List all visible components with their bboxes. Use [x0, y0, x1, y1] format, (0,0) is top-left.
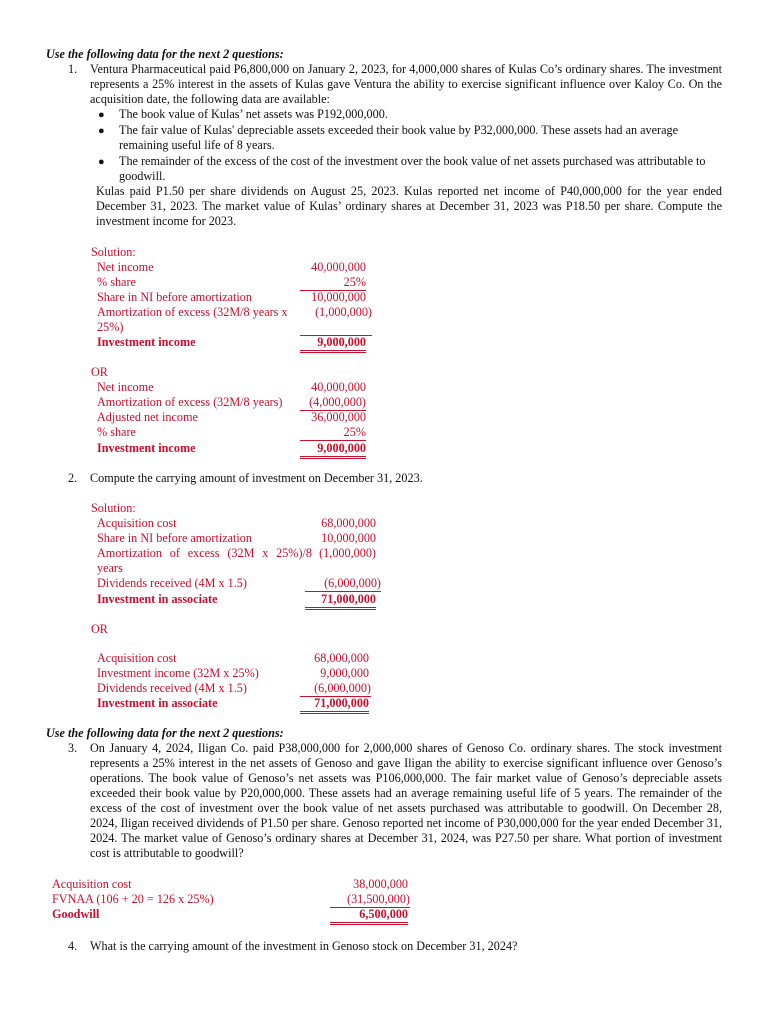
- solution-line-value: 68,000,000: [321, 516, 376, 530]
- solution-total-label: Goodwill: [52, 907, 100, 921]
- solution-line-label: Share in NI before amortization: [97, 290, 252, 304]
- solution-total-value: 71,000,000: [300, 696, 369, 714]
- solution-total-value: 6,500,000: [330, 907, 408, 925]
- bullet-text: The remainder of the excess of the cost of the investment over the book value of net assets purchased was attributable to goodwill.: [119, 154, 706, 183]
- solution-line-label: Share in NI before amortization: [97, 531, 252, 545]
- question-1-closing: Kulas paid P1.50 per share dividends on August 25, 2023. Kulas reported net income of P40,000,000 for the year ended December 31, 2023. The market value of Kulas’ ordinary shares at December 31, 2023 was P18.50 per share. Compute the investment income for 2023.: [96, 184, 722, 228]
- section-intro: Use the following data for the next 2 questions:: [46, 47, 284, 61]
- solution-line-value: 10,000,000: [311, 290, 366, 304]
- solution-line-value: 68,000,000: [314, 651, 369, 665]
- solution-line-label: Dividends received (4M x 1.5): [97, 576, 247, 590]
- bullet-text: The fair value of Kulas' depreciable assets exceeded their book value by P32,000,000. These assets had an average remaining useful life of 8 years.: [119, 123, 679, 152]
- solution-line-label: % share: [97, 425, 136, 439]
- bullet-icon: ●: [98, 109, 105, 121]
- question-4-text: What is the carrying amount of the investment in Genoso stock on December 31, 2024?: [90, 939, 518, 953]
- question-number: 1.: [68, 62, 78, 76]
- question-number: 3.: [68, 741, 78, 755]
- question-1-paragraph: Ventura Pharmaceutical paid P6,800,000 on January 2, 2023, for 4,000,000 shares of Kulas Co’s ordinary shares. The investment represents a 25% interest in the assets of Kulas gave Ventura the ability to exercise significant influence over Kaloy Co. On the acquisition date, the following data are available:: [90, 62, 722, 106]
- solution-line-value: 40,000,000: [311, 260, 366, 274]
- solution-label: Solution:: [91, 501, 136, 515]
- or-label: OR: [91, 365, 108, 379]
- solution-line-value: 36,000,000: [311, 410, 366, 424]
- solution-line-label: Investment income (32M x 25%): [97, 666, 259, 680]
- question-number: 2.: [68, 471, 78, 485]
- solution-total-value: 71,000,000: [305, 592, 376, 610]
- bullet-icon: ●: [98, 125, 105, 137]
- solution-line-value: 25%: [300, 425, 366, 441]
- or-label: OR: [91, 622, 108, 636]
- solution-total-value: 9,000,000: [300, 335, 366, 353]
- solution-line-label: Amortization of excess (32M/8 years): [97, 395, 283, 409]
- solution-line-label: FVNAA (106 + 20 = 126 x 25%): [52, 892, 214, 906]
- solution-line-value: (4,000,000): [300, 395, 366, 411]
- solution-total-label: Investment in associate: [97, 592, 218, 606]
- question-3-paragraph: On January 4, 2024, Iligan Co. paid P38,000,000 for 2,000,000 shares of Genoso Co. ordinary shares. The stock investment represents a 25% interest in the net assets of Genoso and gave Iligan the ability to exercise significant influence over Genoso’s operations. The book value of Genoso’s net assets was P106,000,000. The fair market value of Genoso’s depreciable assets exceeded their book value by P20,000,000. These assets had an average remaining useful life of 5 years. The remainder of the excess of the cost of investment over the book value of net assets purchased was attributable to goodwill. On December 28, 2024, Iligan received dividends of P1.50 per share. Genoso reported net income of P30,000,000 for the year ended December 31, 2024. The market value of Genoso’s ordinary shares at December 31, 2024, was P27.50 per share. What portion of investment cost is attributable to goodwill?: [90, 741, 722, 860]
- solution-line-label: Net income: [97, 260, 154, 274]
- solution-line-value: (6,000,000): [305, 576, 381, 592]
- section-intro: Use the following data for the next 2 questions:: [46, 726, 284, 740]
- solution-line-label: Adjusted net income: [97, 410, 198, 424]
- question-2-text: Compute the carrying amount of investment on December 31, 2023.: [90, 471, 423, 485]
- solution-line-label: Net income: [97, 380, 154, 394]
- solution-line-value: (6,000,000): [300, 681, 371, 697]
- solution-total-value: 9,000,000: [300, 441, 366, 459]
- bullet-text: The book value of Kulas’ net assets was P192,000,000.: [119, 107, 388, 121]
- solution-line-label: Amortization of excess (32M x 25%)/8 years: [97, 546, 312, 575]
- solution-total-label: Investment income: [97, 441, 196, 455]
- solution-line-label: Acquisition cost: [52, 877, 132, 891]
- solution-line-label: Acquisition cost: [97, 516, 177, 530]
- question-number: 4.: [68, 939, 78, 953]
- solution-line-value: 40,000,000: [311, 380, 366, 394]
- solution-total-label: Investment income: [97, 335, 196, 349]
- solution-line-value: 38,000,000: [353, 877, 408, 891]
- solution-line-label: Acquisition cost: [97, 651, 177, 665]
- solution-label: Solution:: [91, 245, 136, 259]
- solution-line-label: Dividends received (4M x 1.5): [97, 681, 247, 695]
- bullet-icon: ●: [98, 156, 105, 168]
- solution-line-label: Amortization of excess (32M/8 years x 25%): [97, 305, 288, 334]
- solution-line-label: % share: [97, 275, 136, 289]
- solution-line-value: (1,000,000): [319, 546, 376, 560]
- solution-line-value: 25%: [300, 275, 366, 291]
- solution-line-value: 10,000,000: [321, 531, 376, 545]
- solution-line-value: 9,000,000: [320, 666, 369, 680]
- solution-line-value: (1,000,000): [300, 305, 372, 336]
- solution-line-value: (31,500,000): [330, 892, 410, 908]
- solution-total-label: Investment in associate: [97, 696, 218, 710]
